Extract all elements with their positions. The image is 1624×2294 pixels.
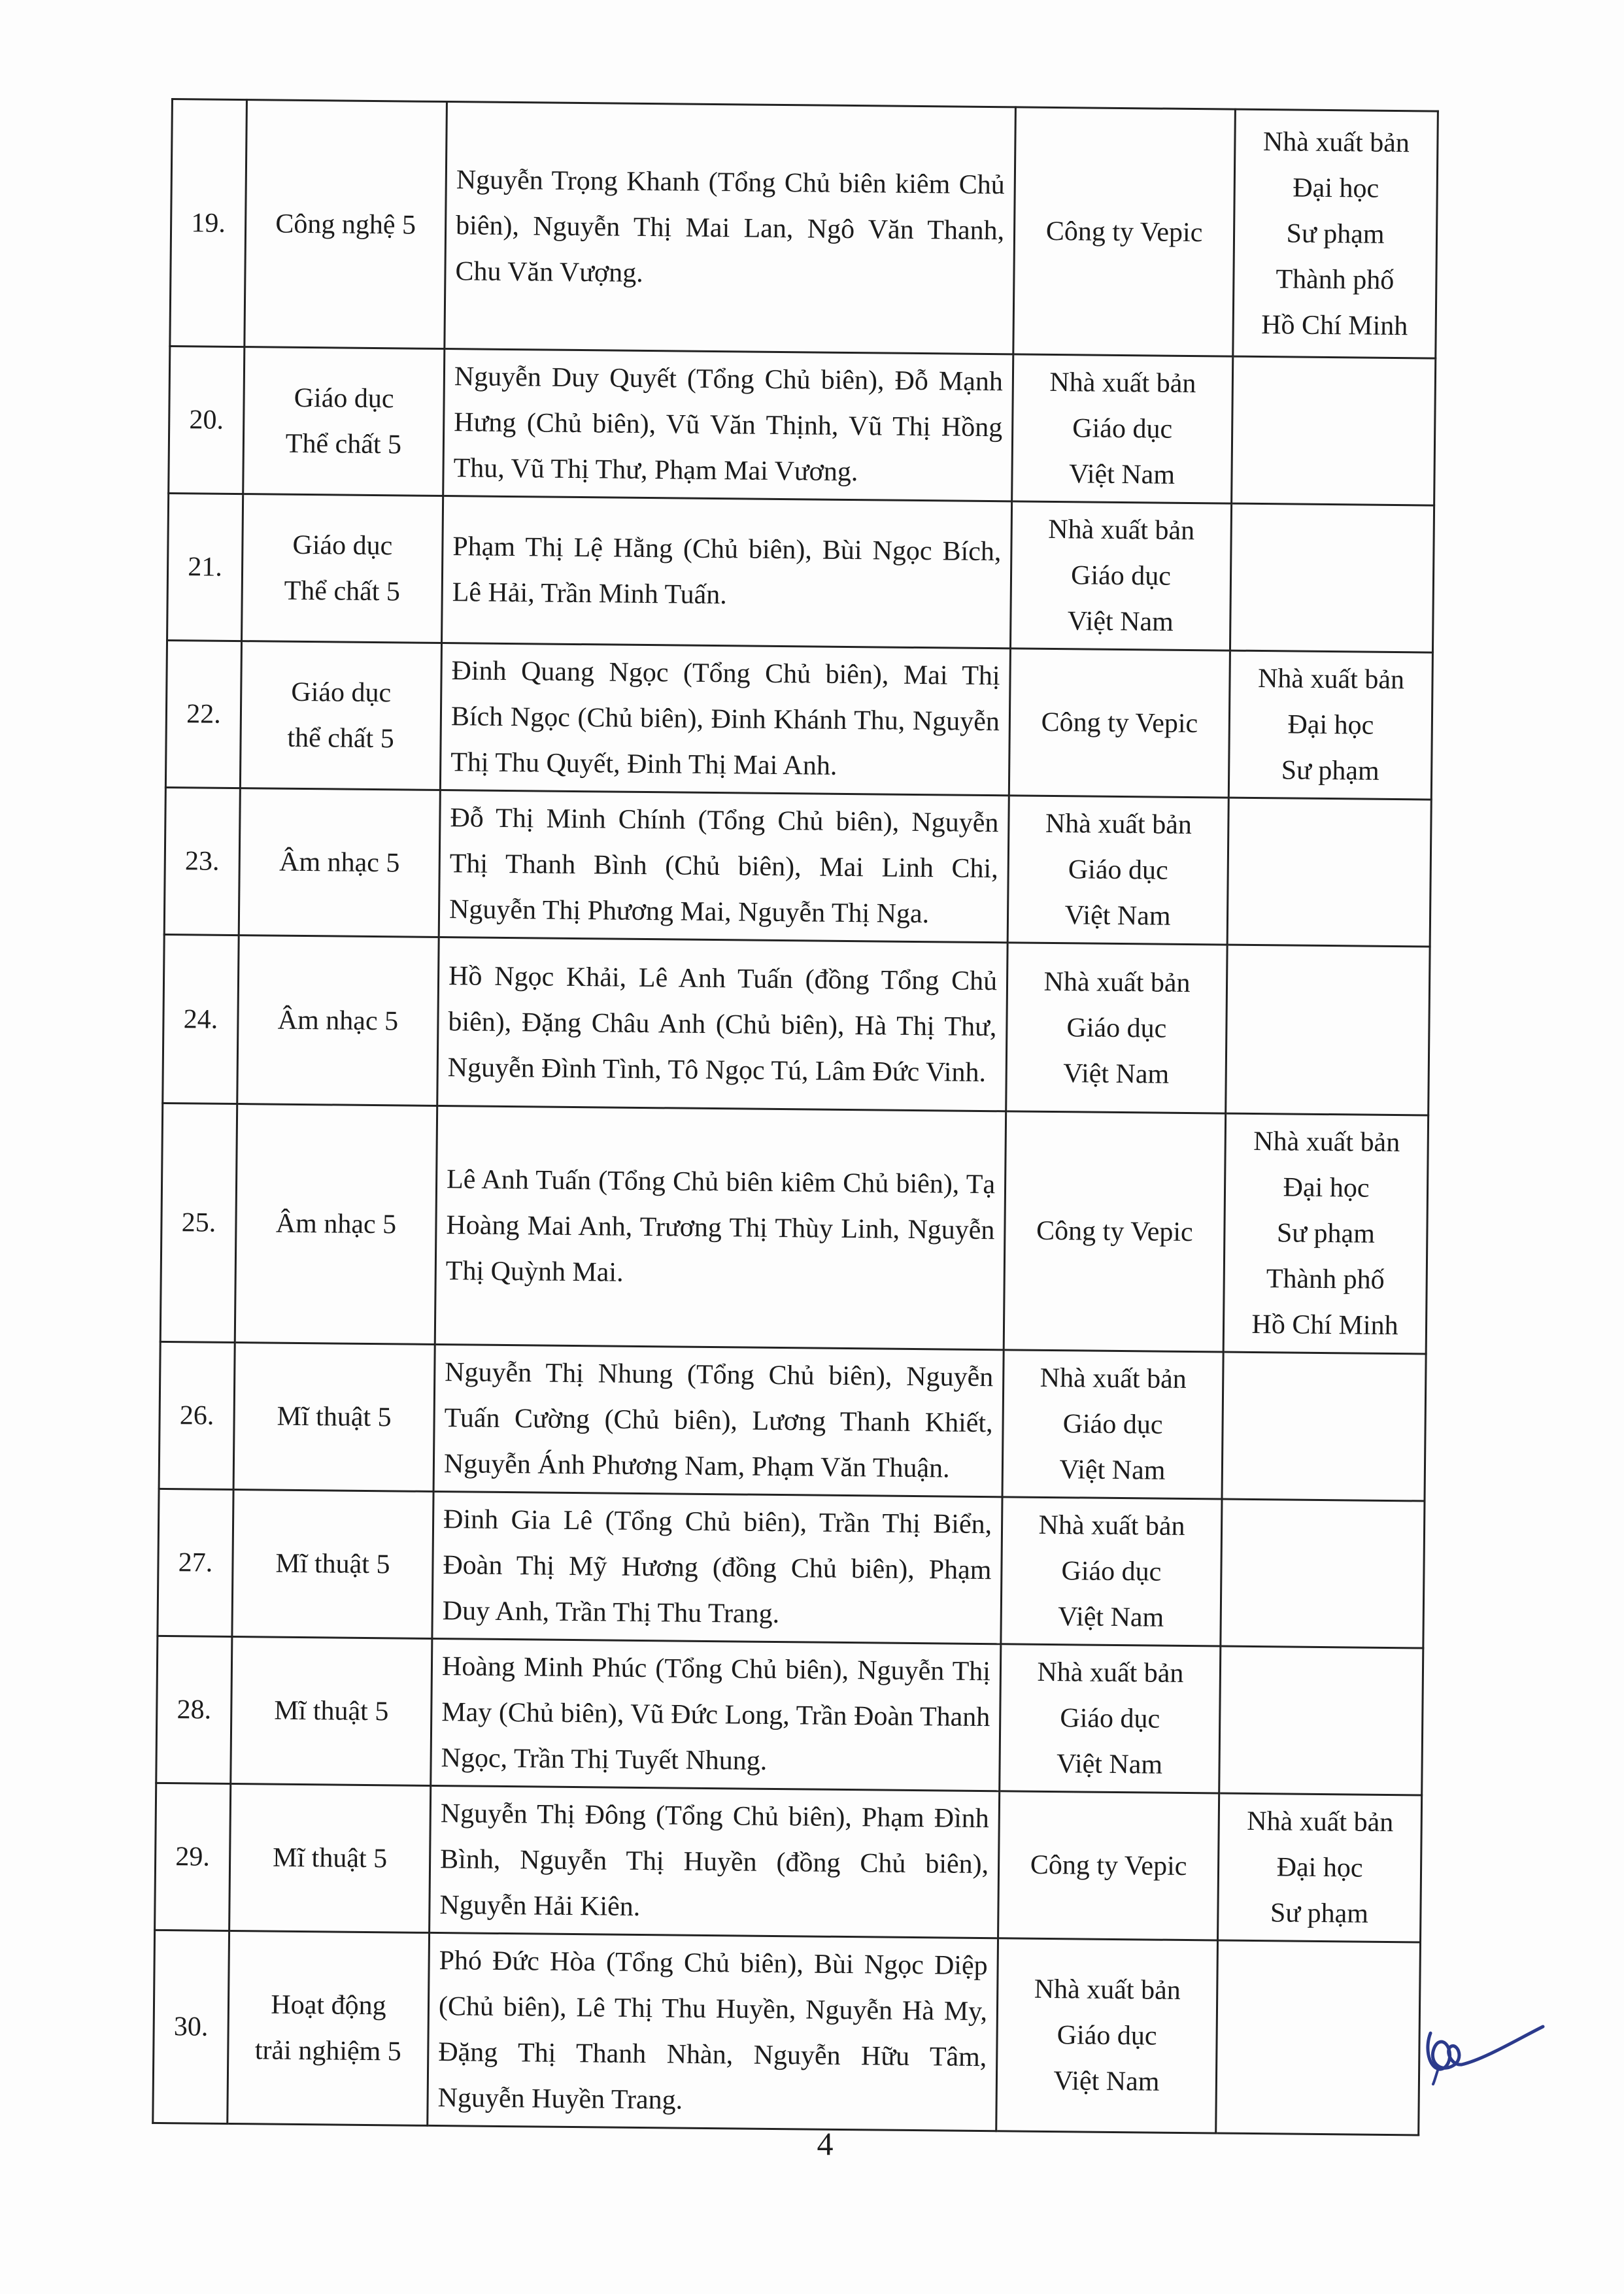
- publisher-line: Giáo dục: [1057, 2020, 1157, 2051]
- publisher-line: Công ty Vepic: [1045, 216, 1203, 248]
- printer: [1216, 1940, 1421, 2135]
- publisher-line: Việt Nam: [1067, 606, 1174, 637]
- table-row: [167, 493, 1434, 652]
- book-title-line: Mĩ thuật 5: [274, 1695, 389, 1727]
- book-title-line: Thể chất 5: [285, 428, 402, 460]
- printer-line: Nhà xuất bản: [1253, 1126, 1400, 1158]
- publisher-line: Giáo dục: [1061, 1556, 1162, 1587]
- publisher-line: Giáo dục: [1072, 413, 1173, 445]
- table-row: [156, 1636, 1423, 1795]
- book-authors: Nguyễn Duy Quyết (Tổng Chủ biên), Đỗ Mạnh Hưng (Chủ biên), Vũ Văn Thịnh, Vũ Thị Hồng Thu, Vũ Thị Thư, Phạm Mai Vương.: [443, 349, 1013, 501]
- table-row: [160, 1103, 1428, 1354]
- printer-line: Đại học: [1293, 172, 1379, 204]
- printer-line: Sư phạm: [1276, 1218, 1376, 1249]
- publisher: [996, 1938, 1218, 2133]
- table-row: [169, 346, 1436, 505]
- printer: [1219, 1646, 1423, 1795]
- book-title-line: Âm nhạc 5: [279, 847, 400, 879]
- row-number: 21.: [167, 493, 243, 641]
- printer-line: Thành phố: [1266, 1264, 1385, 1295]
- table-row: [163, 934, 1430, 1115]
- row-number: 20.: [169, 346, 245, 494]
- book-authors: Phó Đức Hòa (Tổng Chủ biên), Bùi Ngọc Diệp (Chủ biên), Lê Thị Thu Huyền, Nguyễn Hà My, Đặng Thị Thanh Nhàn, Nguyễn Hữu Tâm, Nguyễn Huyền Trang.: [428, 1932, 998, 2131]
- publisher-line: Việt Nam: [1059, 1455, 1166, 1486]
- page-number: 4: [817, 2125, 834, 2162]
- publisher-line: Công ty Vepic: [1036, 1215, 1193, 1248]
- book-authors: Hoàng Minh Phúc (Tổng Chủ biên), Nguyễn Thị May (Chủ biên), Vũ Đức Long, Trần Đoàn Thanh Ngọc, Trần Thị Tuyết Nhung.: [431, 1638, 1001, 1791]
- publisher-line: Nhà xuất bản: [1048, 514, 1195, 547]
- publisher-line: Nhà xuất bản: [1045, 808, 1193, 841]
- publisher-line: Nhà xuất bản: [1038, 1510, 1185, 1542]
- book-title-line: trải nghiệm 5: [254, 2035, 402, 2067]
- publisher-line: Công ty Vepic: [1030, 1849, 1187, 1882]
- book-title: [232, 1490, 433, 1639]
- book-title: [245, 100, 447, 349]
- row-number: 26.: [159, 1341, 235, 1489]
- printer: [1228, 650, 1432, 800]
- publisher-line: Giáo dục: [1068, 854, 1168, 886]
- book-title: [229, 1783, 431, 1932]
- book-authors: Nguyễn Trọng Khanh (Tổng Chủ biên kiêm Chủ biên), Nguyễn Thị Mai Lan, Ngô Văn Thanh, Chu Văn Vượng.: [445, 102, 1016, 354]
- row-number: 29.: [155, 1783, 231, 1931]
- table-row: [164, 787, 1431, 947]
- book-title: [235, 1104, 437, 1345]
- publisher-line: Nhà xuất bản: [1043, 966, 1191, 998]
- book-title-line: Giáo dục: [291, 677, 392, 709]
- book-authors: Đinh Quang Ngọc (Tổng Chủ biên), Mai Thị Bích Ngọc (Chủ biên), Đinh Khánh Thu, Nguyễn Thị Thu Quyết, Đinh Thị Mai Anh.: [440, 643, 1010, 796]
- publisher: [1012, 354, 1233, 503]
- book-title: [231, 1637, 432, 1786]
- book-title: [228, 1931, 430, 2125]
- printer-line: Sư phạm: [1286, 218, 1385, 250]
- publisher-line: Công ty Vepic: [1041, 707, 1198, 739]
- printer: [1232, 356, 1436, 505]
- publisher-line: Việt Nam: [1068, 459, 1176, 490]
- publisher-line: Việt Nam: [1058, 1602, 1164, 1633]
- publisher-line: Việt Nam: [1056, 1749, 1163, 1780]
- table-row: [165, 640, 1432, 800]
- row-number: 19.: [170, 99, 247, 347]
- book-authors: Đỗ Thị Minh Chính (Tổng Chủ biên), Nguyễn Thị Thanh Bình (Chủ biên), Mai Linh Chi, Nguyễn Thị Phương Mai, Nguyễn Thị Nga.: [439, 790, 1009, 942]
- publisher-line: Giáo dục: [1066, 1012, 1167, 1044]
- printer-line: Đại học: [1287, 709, 1374, 741]
- publisher-line: Nhà xuất bản: [1037, 1657, 1184, 1689]
- row-number: 22.: [165, 640, 241, 788]
- table-row: [155, 1783, 1422, 1942]
- printer: [1230, 503, 1434, 652]
- table-row: [170, 99, 1438, 359]
- book-authors: Lê Anh Tuấn (Tổng Chủ biên kiêm Chủ biên), Tạ Hoàng Mai Anh, Trương Thị Thùy Linh, Nguyễn Thị Quỳnh Mai.: [435, 1105, 1006, 1349]
- publisher-line: Nhà xuất bản: [1040, 1362, 1187, 1394]
- book-title-line: Mĩ thuật 5: [277, 1401, 392, 1433]
- printer-line: Sư phạm: [1270, 1898, 1369, 1929]
- printer-line: Hồ Chí Minh: [1251, 1309, 1398, 1341]
- publisher-line: Giáo dục: [1070, 560, 1172, 592]
- book-title: [242, 494, 443, 643]
- book-authors: Phạm Thị Lệ Hằng (Chủ biên), Bùi Ngọc Bích, Lê Hải, Trần Minh Tuấn.: [442, 496, 1012, 649]
- book-title-line: Giáo dục: [292, 530, 393, 562]
- book-authors: Hồ Ngọc Khải, Lê Anh Tuấn (đồng Tổng Chủ biên), Đặng Châu Anh (Chủ biên), Hà Thị Thư, Nguyễn Đình Tình, Tô Ngọc Tú, Lâm Đức Vinh.: [437, 937, 1007, 1111]
- publisher-line: Nhà xuất bản: [1049, 367, 1196, 399]
- row-number: 23.: [164, 787, 240, 935]
- publisher-line: Việt Nam: [1064, 900, 1171, 932]
- publisher: [1007, 796, 1228, 945]
- book-title-line: Mĩ thuật 5: [275, 1548, 390, 1580]
- printer: [1222, 1352, 1426, 1501]
- book-authors: Nguyễn Thị Đông (Tổng Chủ biên), Phạm Đình Bình, Nguyễn Thị Huyền (đồng Chủ biên), Nguyễn Hải Kiên.: [430, 1785, 1000, 1938]
- publisher: [998, 1791, 1219, 1940]
- signature-initials-icon: [1419, 2000, 1549, 2085]
- printer: [1221, 1499, 1425, 1648]
- publisher: [1013, 107, 1236, 356]
- row-number: 30.: [153, 1930, 229, 2123]
- printer: [1226, 945, 1430, 1115]
- row-number: 24.: [163, 934, 239, 1104]
- book-authors: Đinh Gia Lê (Tổng Chủ biên), Trần Thị Biển, Đoàn Thị Mỹ Hương (đồng Chủ biên), Phạm Duy Anh, Trần Thị Thu Trang.: [432, 1491, 1002, 1644]
- printer-line: Nhà xuất bản: [1262, 126, 1410, 158]
- publisher: [1000, 1644, 1221, 1793]
- printer: [1223, 1113, 1428, 1354]
- book-title-line: thể chất 5: [287, 722, 394, 754]
- book-title-line: Thể chất 5: [284, 575, 401, 607]
- publisher-line: Giáo dục: [1062, 1409, 1163, 1440]
- table-row: [158, 1489, 1425, 1648]
- book-title: [243, 347, 445, 496]
- printer-line: Nhà xuất bản: [1257, 663, 1405, 696]
- row-number: 28.: [156, 1636, 232, 1783]
- printer: [1227, 798, 1431, 947]
- book-title: [240, 641, 441, 790]
- publisher: [1001, 1497, 1222, 1646]
- textbook-table: [152, 98, 1439, 2136]
- row-number: 25.: [160, 1103, 237, 1342]
- publisher-line: Giáo dục: [1060, 1703, 1160, 1734]
- publisher: [1010, 501, 1231, 650]
- row-number: 27.: [158, 1489, 233, 1636]
- table-body: [153, 99, 1438, 2135]
- publisher: [1002, 1350, 1223, 1499]
- printer-line: Thành phố: [1276, 263, 1395, 295]
- printer-line: Hồ Chí Minh: [1261, 309, 1408, 341]
- book-title-line: Hoạt động: [271, 1989, 386, 2021]
- book-title: [233, 1343, 435, 1492]
- table-row: [159, 1341, 1426, 1501]
- publisher-line: Việt Nam: [1063, 1058, 1170, 1090]
- book-title-line: Mĩ thuật 5: [272, 1842, 388, 1874]
- book-title-line: Công nghệ 5: [275, 209, 416, 241]
- printer-line: Đại học: [1276, 1852, 1363, 1883]
- publisher: [1009, 649, 1230, 798]
- printer: [1233, 109, 1438, 358]
- publisher-line: Nhà xuất bản: [1034, 1974, 1181, 2006]
- printer-line: Đại học: [1283, 1172, 1370, 1204]
- table-row: [153, 1930, 1421, 2135]
- printer-line: Sư phạm: [1281, 755, 1379, 786]
- publisher-line: Việt Nam: [1053, 2066, 1160, 2097]
- printer-line: Nhà xuất bản: [1247, 1806, 1394, 1838]
- book-authors: Nguyễn Thị Nhung (Tổng Chủ biên), Nguyễn Tuấn Cường (Chủ biên), Lương Thanh Khiết, Nguyễn Ánh Phương Nam, Phạm Văn Thuận.: [433, 1344, 1004, 1496]
- book-title-line: Âm nhạc 5: [275, 1208, 397, 1240]
- book-title: [239, 788, 440, 937]
- book-title-line: Giáo dục: [294, 382, 394, 414]
- book-title: [237, 936, 439, 1106]
- book-title-line: Âm nhạc 5: [277, 1005, 399, 1036]
- publisher: [1004, 1111, 1225, 1352]
- publisher: [1006, 943, 1227, 1113]
- printer: [1218, 1793, 1422, 1942]
